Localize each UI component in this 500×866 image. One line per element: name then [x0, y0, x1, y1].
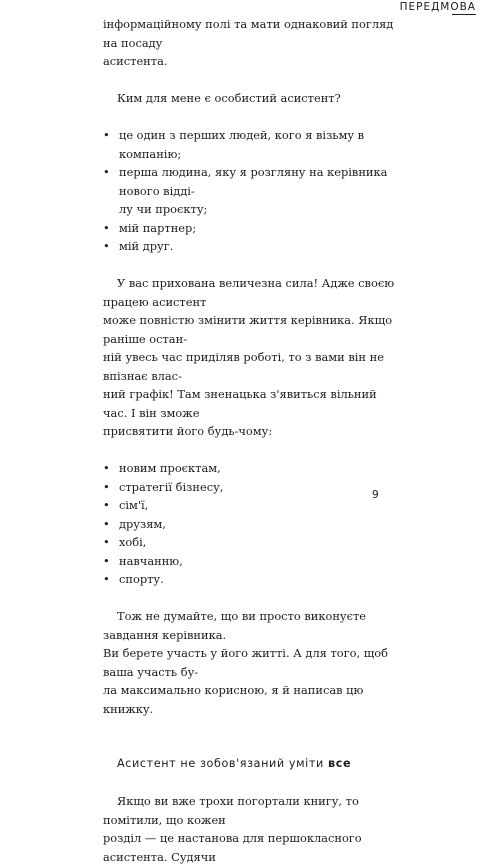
text-line: ній увесь час приділяв роботі, то з вами він не впізнає влас-: [103, 350, 384, 383]
running-header-label: ПЕРЕДМОВА: [399, 1, 476, 13]
text-line: може повністю змінити життя керівника. Якщо раніше остан-: [103, 313, 393, 346]
text-line: присвятити його будь-чому:: [103, 424, 273, 438]
bullet-icon: •: [103, 128, 110, 142]
list-item: • навчанню,: [103, 552, 403, 571]
list-item: • перша людина, яку я розгляну на керівника нового відді- лу чи проєкту;: [103, 165, 388, 216]
bullet-icon: •: [103, 165, 110, 179]
bullet-icon: •: [103, 220, 110, 235]
bullet-icon: •: [103, 516, 110, 531]
header-rule: [452, 14, 476, 15]
bullet-icon: •: [103, 479, 110, 494]
text-line: інформаційному полі та мати однаковий погляд на посаду: [103, 17, 394, 50]
bullet-icon: •: [103, 553, 110, 568]
list-item: • це один з перших людей, кого я візьму в компанію;: [103, 128, 365, 161]
text-line: асистента.: [103, 54, 168, 68]
section-heading-text: Асистент не зобов'язаний уміти: [117, 757, 324, 770]
page-body: [103, 15, 403, 866]
bullet-icon: •: [103, 239, 110, 253]
text-line: Ви берете участь у його житті. А для того, щоб ваша участь бу-: [103, 646, 389, 679]
text-line: ла максимально корисною, я й написав цю книжку.: [103, 683, 364, 716]
text-line: Тож не думайте, що ви просто виконуєте завдання керівника.: [103, 609, 367, 642]
bullet-icon: •: [103, 572, 110, 586]
text-line: розділ — це настанова для першокласного асистента. Судячи: [103, 831, 362, 864]
list-item: • стратегії бізнесу,: [103, 478, 403, 497]
text-line: У вас прихована величезна сила! Адже своєю працею асистент: [103, 276, 395, 309]
section-heading-emphasis: все: [328, 757, 352, 770]
text-line: Якщо ви вже трохи погортали книгу, то помітили, що кожен: [103, 794, 359, 827]
list-item: • друзям,: [103, 515, 403, 534]
list-item: • мій друг.: [103, 237, 403, 256]
list-item: • спорту.: [103, 570, 403, 589]
section-heading: [103, 755, 403, 774]
list-item: • новим проєктам,: [103, 459, 403, 478]
text-line: ний графік! Там зненацька з'явиться вільний час. І він зможе: [103, 387, 377, 420]
bullet-icon: •: [103, 535, 110, 549]
list-item: • сім'ї,: [103, 496, 403, 515]
list-item: • мій партнер;: [103, 219, 403, 238]
bullet-icon: •: [103, 498, 110, 512]
page-number: 9: [372, 489, 379, 501]
bullet-icon: •: [103, 461, 110, 475]
list-item: • хобі,: [103, 533, 403, 552]
question-line: Ким для мене є особистий асистент?: [117, 91, 341, 105]
free-time-uses-list: [103, 459, 403, 589]
assistant-roles-list: [103, 126, 403, 256]
